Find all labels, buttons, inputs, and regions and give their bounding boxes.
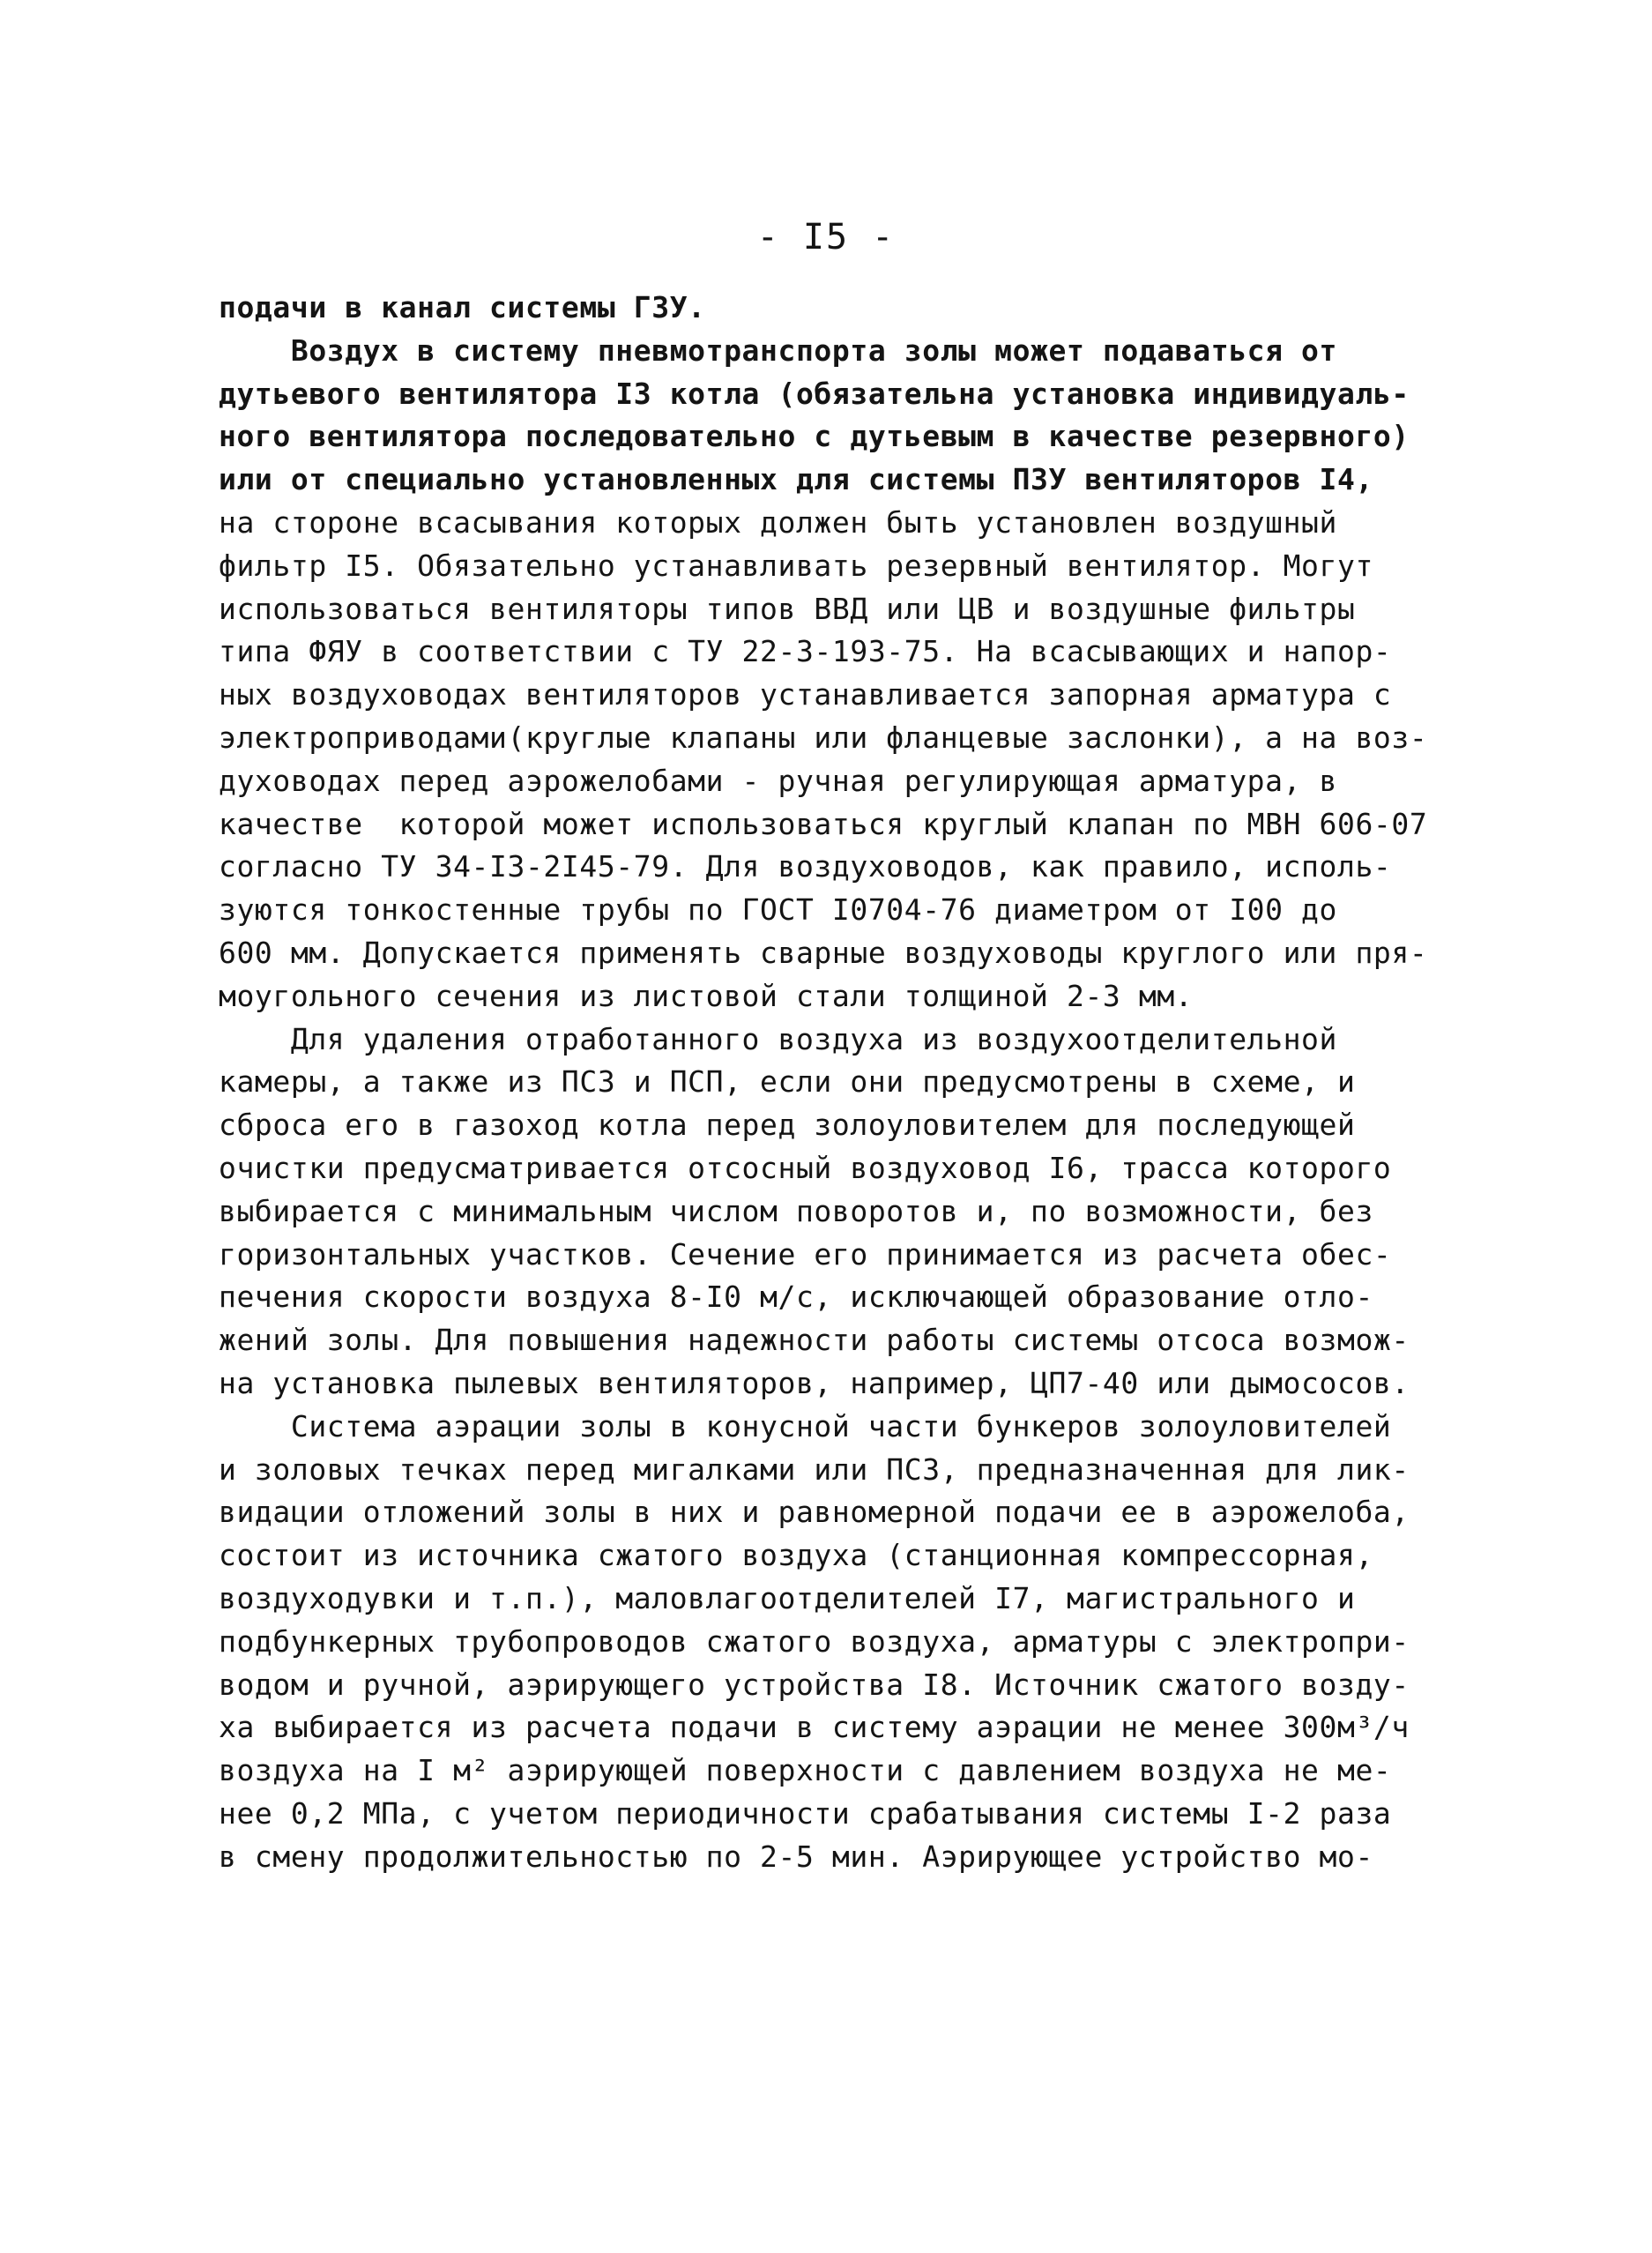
text-line: духоводах перед аэрожелобами - ручная регулирующая арматура, в — [219, 763, 1337, 798]
text-line: в смену продолжительностью по 2-5 мин. Аэрирующее устройство мо- — [219, 1839, 1373, 1874]
text-line: 600 мм. Допускается применять сварные воздуховоды круглого или пря- — [219, 935, 1428, 970]
text-line: водом и ручной, аэрирующего устройства I8. Источник сжатого возду- — [219, 1667, 1410, 1702]
text-line: электроприводами(круглые клапаны или фланцевые заслонки), а на воз- — [219, 720, 1428, 755]
text-line: ного вентилятора последовательно с дутьевым в качестве резервного) — [219, 419, 1410, 454]
text-line: Для удаления отработанного воздуха из воздухоотделительной — [219, 1021, 1337, 1056]
text-line: согласно ТУ 34-I3-2I45-79. Для воздуховодов, как правило, исполь- — [219, 849, 1392, 884]
text-line: типа ФЯУ в соответствии с ТУ 22-3-193-75. На всасывающих и напор- — [219, 634, 1392, 669]
text-line: или от специально установленных для системы ПЗУ вентиляторов I4, — [219, 462, 1373, 497]
text-line: сброса его в газоход котла перед золоуловителем для последующей — [219, 1108, 1356, 1143]
text-line: моугольного сечения из листовой стали толщиной 2-3 мм. — [219, 978, 1194, 1013]
text-line: выбирается с минимальным числом поворотов и, по возможности, без — [219, 1193, 1373, 1228]
text-line: Система аэрации золы в конусной части бункеров золоуловителей — [219, 1408, 1392, 1444]
text-line: состоит из источника сжатого воздуха (станционная компрессорная, — [219, 1538, 1373, 1573]
text-line: фильтр I5. Обязательно устанавливать резервный вентилятор. Могут — [219, 548, 1373, 583]
text-line: печения скорости воздуха 8-I0 м/с, исключающей образование отло- — [219, 1279, 1373, 1315]
text-line: камеры, а также из ПСЗ и ПСП, если они предусмотрены в схеме, и — [219, 1064, 1356, 1100]
text-line: видации отложений золы в них и равномерной подачи ее в аэрожелоба, — [219, 1495, 1410, 1530]
text-line: подачи в канал системы ГЗУ. — [219, 290, 706, 325]
text-line: воздуходувки и т.п.), маловлагоотделителей I7, магистрального и — [219, 1580, 1356, 1615]
text-line: дутьевого вентилятора I3 котла (обязательна установка индивидуаль- — [219, 376, 1410, 411]
page-number: - I5 - — [756, 217, 896, 257]
text-line: использоваться вентиляторы типов ВВД или ЦВ и воздушные фильтры — [219, 591, 1356, 626]
text-line: жений золы. Для повышения надежности работы системы отсоса возмож- — [219, 1323, 1410, 1358]
text-line: на стороне всасывания которых должен быть установлен воздушный — [219, 504, 1337, 540]
text-line: Воздух в систему пневмотранспорта золы может подаваться от — [219, 332, 1337, 368]
text-line: зуются тонкостенные трубы по ГОСТ I0704-76 диаметром от I00 до — [219, 892, 1337, 928]
text-line: горизонтальных участков. Сечение его принимается из расчета обес- — [219, 1236, 1392, 1272]
text-line: воздуха на I м² аэрирующей поверхности с давлением воздуха не ме- — [219, 1753, 1392, 1788]
text-line: нее 0,2 МПа, с учетом периодичности срабатывания системы I-2 раза — [219, 1795, 1392, 1831]
body-text — [219, 287, 1428, 1878]
text-line: ха выбирается из расчета подачи в систему аэрации не менее 300м³/ч — [219, 1710, 1410, 1745]
text-line: и золовых течках перед мигалками или ПСЗ, предназначенная для лик- — [219, 1451, 1410, 1487]
text-line: очистки предусматривается отсосный воздуховод I6, трасса которого — [219, 1150, 1392, 1185]
text-line: качестве которой может использоваться круглый клапан по МВН 606-07 — [219, 806, 1428, 841]
text-line: ных воздуховодах вентиляторов устанавливается запорная арматура с — [219, 677, 1392, 712]
text-line: на установка пылевых вентиляторов, например, ЦП7-40 или дымососов. — [219, 1365, 1410, 1400]
text-line: подбункерных трубопроводов сжатого воздуха, арматуры с электропри- — [219, 1623, 1410, 1659]
